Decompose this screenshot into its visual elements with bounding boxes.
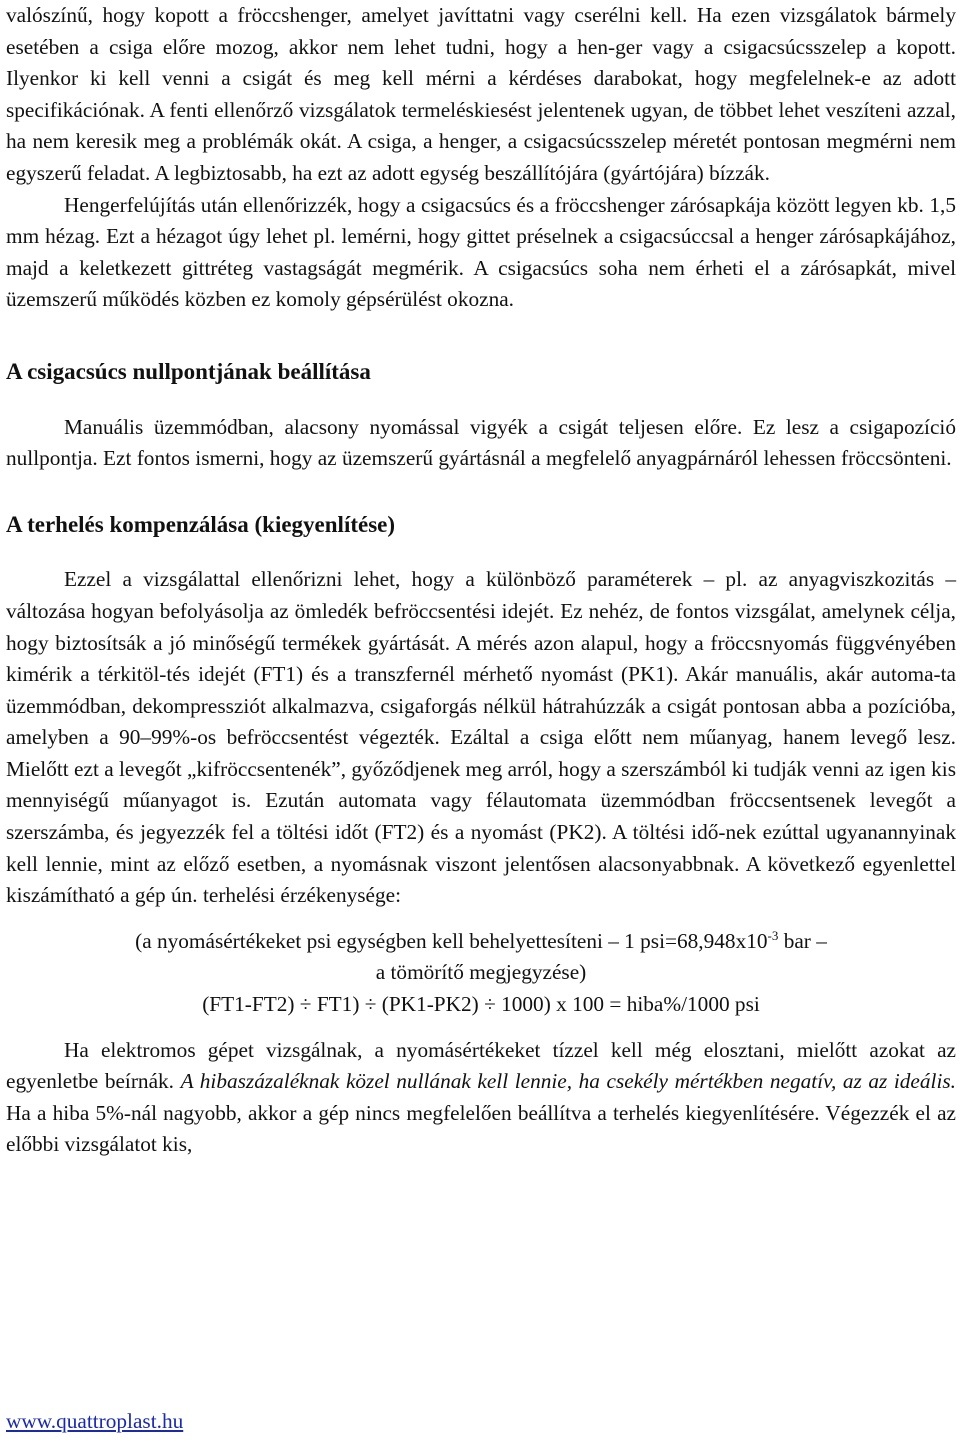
formula-block — [6, 926, 956, 1021]
paragraph-load-compensation: Ezzel a vizsgálattal ellenőrizni lehet, hogy a különböző paraméterek – pl. az anyagviszkozitás – változása hogyan befolyásolja az ömledék befröccsentési idejét. Ez nehéz, de fontos vizsgálat, amelynek célja, hogy biztosítsák a jó minőségű termékek gyártását. A mérés azon alapul, hogy a fröccsnyomás függvényében kimérik a térkitöl-tés idejét (FT1) és a transzfernél mérhető nyomást (PK1). Akár manuális, akár automa-ta üzemmódban, dekompressziót alkalmazva, csigaforgás nélkül hátrahúzzák a csigát pontosan abba a pozícióba, amelyben a 90–99%-os befröccsentést végezték. Ezáltal a csiga előtt nem műanyag, hanem levegő lesz. Mielőtt ezt a levegőt „kifröccsentenék”, győződjenek meg arról, hogy a szerszámból ki tudják venni az igen kis mennyiségű műanyagot is. Ezután automata vagy félautomata üzemmódban fröccsentsenek levegőt a szerszámba, és jegyezzék fel a töltési időt (FT2) és a nyomást (PK2). A töltési idő-nek ezúttal ugyanannyinak kell lennie, mint az előző esetben, a nyomásnak viszont jelentősen alacsonyabbnak. A következő egyenlettel kiszámítható a gép ún. terhelési érzékenysége: — [6, 567, 956, 908]
paragraph-electric-machine — [6, 1035, 956, 1161]
formula-note-line1 — [6, 926, 956, 958]
document-page — [6, 0, 956, 1161]
text-electric-italic: A hibaszázaléknak közel nullának kell lennie, ha csekély mértékben negatív, az az ideális. — [180, 1069, 956, 1094]
formula-note-pre: (a nyomásértékeket psi egységben kell behelyettesíteni – 1 psi=68,948x10 — [135, 928, 768, 953]
text-electric-a: Ha elektromos gépet vizsgálnak, a nyomásértékeket tízzel kell még elosztani, mielőtt azokat az egyenletbe beírnák. — [6, 1037, 956, 1094]
paragraph-screw-zero: Manuális üzemmódban, alacsony nyomással vigyék a csigát teljesen előre. Ez lesz a csigapozíció nullpontja. Ezt fontos ismerni, hogy az üzemszerű gyártásnál a megfelelő anyagpárnáról lehessen fröccsönteni. — [6, 414, 956, 471]
formula-note-exponent: -3 — [767, 927, 779, 943]
formula-note-line2: a tömörítő megjegyzése) — [375, 960, 587, 985]
formula-note-post: bar – — [778, 928, 827, 953]
heading-load-compensation: A terhelés kompenzálása (kiegyenlítése) — [6, 511, 396, 537]
formula-equation: (FT1-FT2) ÷ FT1) ÷ (PK1-PK2) ÷ 1000) x 100 = hiba%/1000 psi — [202, 992, 760, 1017]
text-electric-b: Ha a hiba 5%-nál nagyobb, akkor a gép nincs megfelelően beállítva a terhelés kiegyenlítésére. Végezzék el az előbbi vizsgálatot kis, — [6, 1100, 956, 1157]
footer-website-link[interactable]: www.quattroplast.hu — [6, 1409, 184, 1433]
paragraph-screw-wear: valószínű, hogy kopott a fröccshenger, amelyet javíttatni vagy cserélni kell. Ha ezen vizsgálatok bármely esetében a csiga előre mozog, akkor nem lehet tudni, hogy a hen-ger vagy a csigacsúcsszelep a kopott. Ilyenkor ki kell venni a csigát és meg kell mérni a kérdéses darabokat, hogy megfelelnek-e az adott specifikációnak. A fenti ellenőrző vizsgálatok termeléskiesést jelentenek ugyan, de többet lehet veszíteni azzal, ha nem keresik meg a problémák okát. A csiga, a henger, a csigacsúcsszelep méretét pontosan megmérni nem egyszerű feladat. A legbiztosabb, ha ezt az adott egység beszállítójára (gyártójára) bízzák. — [6, 3, 956, 185]
heading-screw-tip-zero: A csigacsúcs nullpontjának beállítása — [6, 358, 371, 384]
paragraph-cylinder-refurbish: Hengerfelújítás után ellenőrizzék, hogy a csigacsúcs és a fröccshenger zárósapkája között legyen kb. 1,5 mm hézag. Ezt a hézagot úgy lehet pl. lemérni, hogy gittet préselnek a csigacsúccsal a henger zárósapkájához, majd a keletkezett gittréteg vastagságát megmérik. A csigacsúcs soha nem érheti el a zárósapkát, mivel üzemszerű működés közben ez komoly gépsérülést okozna. — [6, 192, 956, 312]
